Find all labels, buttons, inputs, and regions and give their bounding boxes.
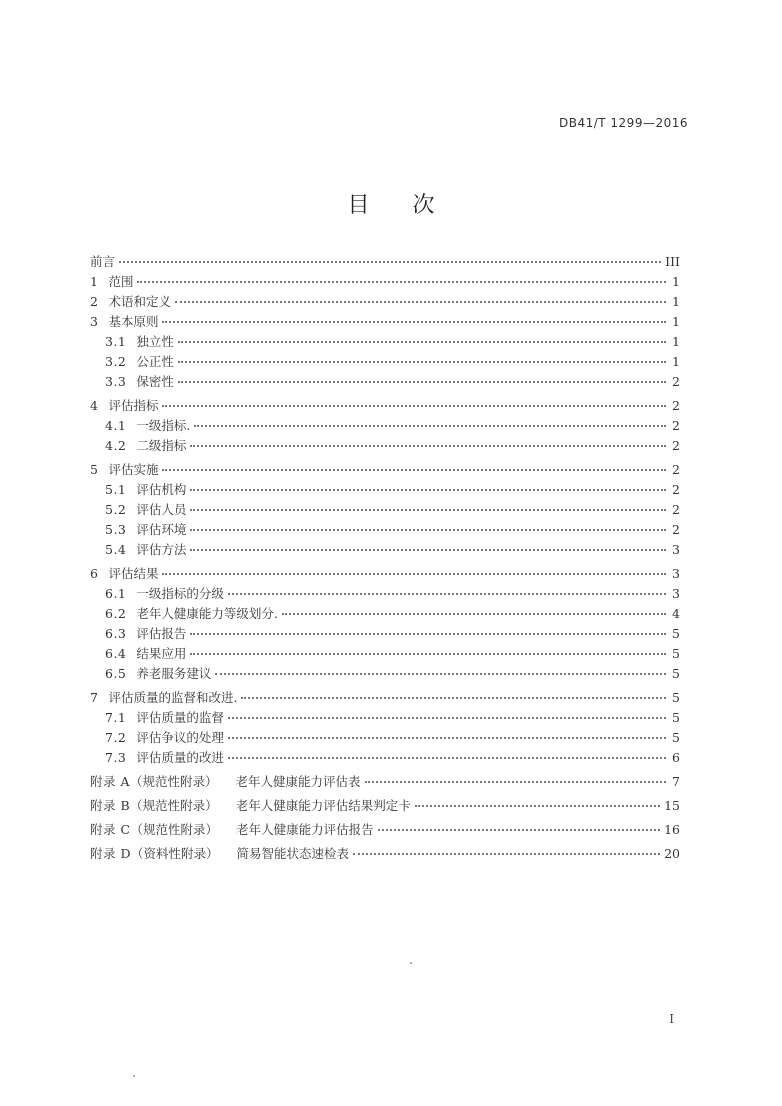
toc-page-number: 2 bbox=[672, 502, 680, 517]
toc-entry[interactable] bbox=[90, 604, 680, 624]
toc-entry[interactable] bbox=[90, 520, 680, 540]
toc-entry-number: 附录 D bbox=[90, 846, 131, 861]
toc-entry-number: 5 bbox=[90, 462, 99, 477]
toc-entry[interactable] bbox=[90, 436, 680, 456]
toc-entry[interactable] bbox=[90, 664, 680, 684]
toc-entry-title: 范围 bbox=[108, 274, 134, 289]
toc-entry-title: 评估实施 bbox=[108, 462, 159, 477]
toc-entry-title: 一级指标. bbox=[136, 418, 191, 433]
toc-annex-type: （规范性附录） bbox=[130, 774, 218, 789]
toc-entry-title: 评估报告 bbox=[136, 626, 187, 641]
toc-dot-leader bbox=[282, 612, 666, 615]
toc-dot-leader bbox=[190, 444, 666, 447]
toc-page-number: 3 bbox=[672, 542, 680, 557]
toc-page-number: 2 bbox=[672, 418, 680, 433]
toc-entry-number: 3 bbox=[90, 314, 99, 329]
toc-annex-entry[interactable] bbox=[90, 844, 680, 864]
toc-dot-leader bbox=[228, 756, 666, 759]
toc-page-number: 15 bbox=[664, 798, 680, 813]
toc-entry[interactable] bbox=[90, 728, 680, 748]
toc-entry[interactable] bbox=[90, 748, 680, 768]
toc-annex-type: （规范性附录） bbox=[130, 822, 219, 837]
toc-entry-title: 评估结果 bbox=[108, 566, 159, 581]
toc-entry[interactable] bbox=[90, 480, 680, 500]
toc-dot-leader bbox=[175, 300, 666, 303]
toc-page-number: 2 bbox=[672, 398, 680, 413]
toc-page-number: III bbox=[665, 254, 680, 269]
toc-entry[interactable] bbox=[90, 500, 680, 520]
toc-dot-leader bbox=[178, 360, 666, 363]
toc-entry-title: 评估方法 bbox=[136, 542, 187, 557]
toc-dot-leader bbox=[190, 528, 666, 531]
toc-entry[interactable] bbox=[90, 332, 680, 352]
toc-dot-leader bbox=[162, 572, 666, 575]
toc-entry-number: 7 bbox=[90, 690, 99, 705]
toc-entry-number: 附录 C bbox=[90, 822, 131, 837]
toc-dot-leader bbox=[190, 632, 666, 635]
toc-entry-number: 附录 B bbox=[90, 798, 131, 813]
toc-entry-title: 结果应用 bbox=[136, 646, 187, 661]
toc-dot-leader bbox=[190, 548, 666, 551]
toc-entry-number: 5.2 bbox=[105, 502, 127, 517]
toc-entry-title: 公正性 bbox=[136, 354, 174, 369]
toc-entry[interactable] bbox=[90, 584, 680, 604]
footer-page-number: I bbox=[669, 1012, 674, 1026]
toc-page-number: 5 bbox=[672, 710, 680, 725]
toc-page-number: 2 bbox=[672, 374, 680, 389]
toc-dot-leader bbox=[228, 736, 666, 739]
toc-entry-number: 6.3 bbox=[105, 626, 127, 641]
toc-entry-number: 7.2 bbox=[105, 730, 127, 745]
toc-entry-title: 评估人员 bbox=[136, 502, 187, 517]
toc-page-number: 20 bbox=[664, 846, 680, 861]
toc-dot-leader bbox=[162, 404, 666, 407]
toc-page-number: 1 bbox=[672, 334, 680, 349]
toc-entry[interactable] bbox=[90, 460, 680, 480]
toc-entry[interactable] bbox=[90, 688, 680, 708]
toc-page-number: 3 bbox=[672, 586, 680, 601]
toc-page-number: 5 bbox=[672, 666, 680, 681]
toc-entry-number: 4.1 bbox=[105, 418, 127, 433]
toc-dot-leader bbox=[119, 260, 661, 263]
toc-dot-leader bbox=[178, 380, 666, 383]
toc-entry-title: 评估质量的改进 bbox=[136, 750, 224, 765]
toc-page-number: 16 bbox=[664, 822, 680, 837]
toc-dot-leader bbox=[228, 592, 666, 595]
toc-entry-number: 5.1 bbox=[105, 482, 127, 497]
toc-page-number: 1 bbox=[672, 294, 680, 309]
toc-entry-number: 附录 A bbox=[90, 774, 131, 789]
scan-speck bbox=[133, 1075, 135, 1077]
toc-entry-number: 6 bbox=[90, 566, 99, 581]
toc-entry[interactable] bbox=[90, 540, 680, 560]
toc-entry-title: 术语和定义 bbox=[108, 294, 171, 309]
toc-entry[interactable] bbox=[90, 372, 680, 392]
toc-page-number: 2 bbox=[672, 462, 680, 477]
toc-entry-title: 养老服务建议 bbox=[136, 666, 212, 681]
toc-dot-leader bbox=[228, 716, 666, 719]
toc-entry-number: 5.3 bbox=[105, 522, 127, 537]
toc-entry-title: 老年人健康能力评估报告 bbox=[236, 822, 374, 837]
toc-page-number: 1 bbox=[672, 274, 680, 289]
toc-entry-title: 一级指标的分级 bbox=[136, 586, 224, 601]
toc-entry-title: 评估指标 bbox=[108, 398, 159, 413]
toc-annex-entry[interactable] bbox=[90, 796, 680, 816]
toc-entry-title: 评估争议的处理 bbox=[136, 730, 224, 745]
toc-entry-title: 保密性 bbox=[136, 374, 174, 389]
toc-entry[interactable] bbox=[90, 272, 680, 292]
toc-annex-entry[interactable] bbox=[90, 820, 680, 840]
toc-entry-number: 4.2 bbox=[105, 438, 127, 453]
toc-entry[interactable] bbox=[90, 292, 680, 312]
toc-dot-leader bbox=[162, 320, 666, 323]
toc-dot-leader bbox=[365, 780, 666, 783]
toc-entry-number: 4 bbox=[90, 398, 99, 413]
toc-entry-number: 6.1 bbox=[105, 586, 127, 601]
toc-dot-leader bbox=[190, 508, 666, 511]
toc-page-number: 2 bbox=[672, 482, 680, 497]
toc-entry[interactable] bbox=[90, 312, 680, 332]
toc-dot-leader bbox=[415, 804, 660, 807]
toc-page-number: 6 bbox=[672, 750, 680, 765]
scan-speck bbox=[410, 962, 412, 964]
toc-entry-number: 6.5 bbox=[105, 666, 127, 681]
toc-entry-title: 老年人健康能力评估表 bbox=[235, 774, 361, 789]
toc-entry-number: 1 bbox=[90, 274, 99, 289]
toc-entry-title: 基本原则 bbox=[108, 314, 159, 329]
toc-dot-leader bbox=[353, 852, 660, 855]
toc-entry-number: 3.1 bbox=[105, 334, 127, 349]
toc-entry[interactable] bbox=[90, 564, 680, 584]
toc-entry-title: 前言 bbox=[90, 254, 116, 269]
toc-entry[interactable] bbox=[90, 644, 680, 664]
toc-entry[interactable] bbox=[90, 416, 680, 436]
toc-dot-leader bbox=[378, 828, 661, 831]
toc-entry-number: 7.1 bbox=[105, 710, 127, 725]
toc-entry[interactable] bbox=[90, 252, 680, 272]
toc-entry-title: 二级指标 bbox=[136, 438, 187, 453]
toc-entry-title: 独立性 bbox=[136, 334, 174, 349]
toc-page-number: 3 bbox=[672, 566, 680, 581]
toc-page-number: 5 bbox=[672, 626, 680, 641]
toc-entry-title: 评估质量的监督和改进. bbox=[108, 690, 238, 705]
toc-page-number: 5 bbox=[672, 730, 680, 745]
standard-code: DB41/T 1299—2016 bbox=[558, 116, 688, 130]
toc-entry[interactable] bbox=[90, 352, 680, 372]
toc-entry-number: 5.4 bbox=[105, 542, 127, 557]
toc-dot-leader bbox=[190, 652, 666, 655]
toc-page-number: 1 bbox=[672, 314, 680, 329]
toc-entry[interactable] bbox=[90, 624, 680, 644]
toc-dot-leader bbox=[162, 468, 666, 471]
toc-dot-leader bbox=[194, 424, 666, 427]
toc-entry-number: 6.2 bbox=[105, 606, 127, 621]
toc-annex-type: （规范性附录） bbox=[130, 798, 218, 813]
toc-page-number: 4 bbox=[672, 606, 680, 621]
toc-dot-leader bbox=[137, 280, 666, 283]
page-title: 目 次 bbox=[347, 193, 453, 218]
table-of-contents bbox=[90, 252, 680, 864]
toc-entry-title: 评估环境 bbox=[136, 522, 187, 537]
toc-entry-title: 老年人健康能力评估结果判定卡 bbox=[235, 798, 411, 813]
toc-annex-type: （资料性附录） bbox=[131, 846, 219, 861]
toc-entry[interactable] bbox=[90, 708, 680, 728]
toc-page-number: 2 bbox=[672, 522, 680, 537]
toc-page-number: 1 bbox=[672, 354, 680, 369]
toc-entry-title: 老年人健康能力等级划分. bbox=[136, 606, 278, 621]
toc-page-number: 2 bbox=[672, 438, 680, 453]
toc-entry[interactable] bbox=[90, 396, 680, 416]
toc-entry-number: 3.3 bbox=[105, 374, 127, 389]
toc-page-number: 5 bbox=[672, 646, 680, 661]
toc-entry-number: 6.4 bbox=[105, 646, 127, 661]
toc-entry-title: 评估质量的监督 bbox=[136, 710, 224, 725]
toc-dot-leader bbox=[241, 696, 666, 699]
toc-entry-title: 评估机构 bbox=[136, 482, 187, 497]
toc-page-number: 7 bbox=[672, 774, 680, 789]
toc-entry-number: 3.2 bbox=[105, 354, 127, 369]
toc-annex-entry[interactable] bbox=[90, 772, 680, 792]
toc-entry-number: 2 bbox=[90, 294, 99, 309]
toc-dot-leader bbox=[178, 340, 666, 343]
toc-entry-number: 7.3 bbox=[105, 750, 127, 765]
toc-entry-title: 简易智能状态速检表 bbox=[236, 846, 350, 861]
toc-dot-leader bbox=[190, 488, 666, 491]
toc-dot-leader bbox=[215, 672, 666, 675]
toc-page-number: 5 bbox=[672, 690, 680, 705]
